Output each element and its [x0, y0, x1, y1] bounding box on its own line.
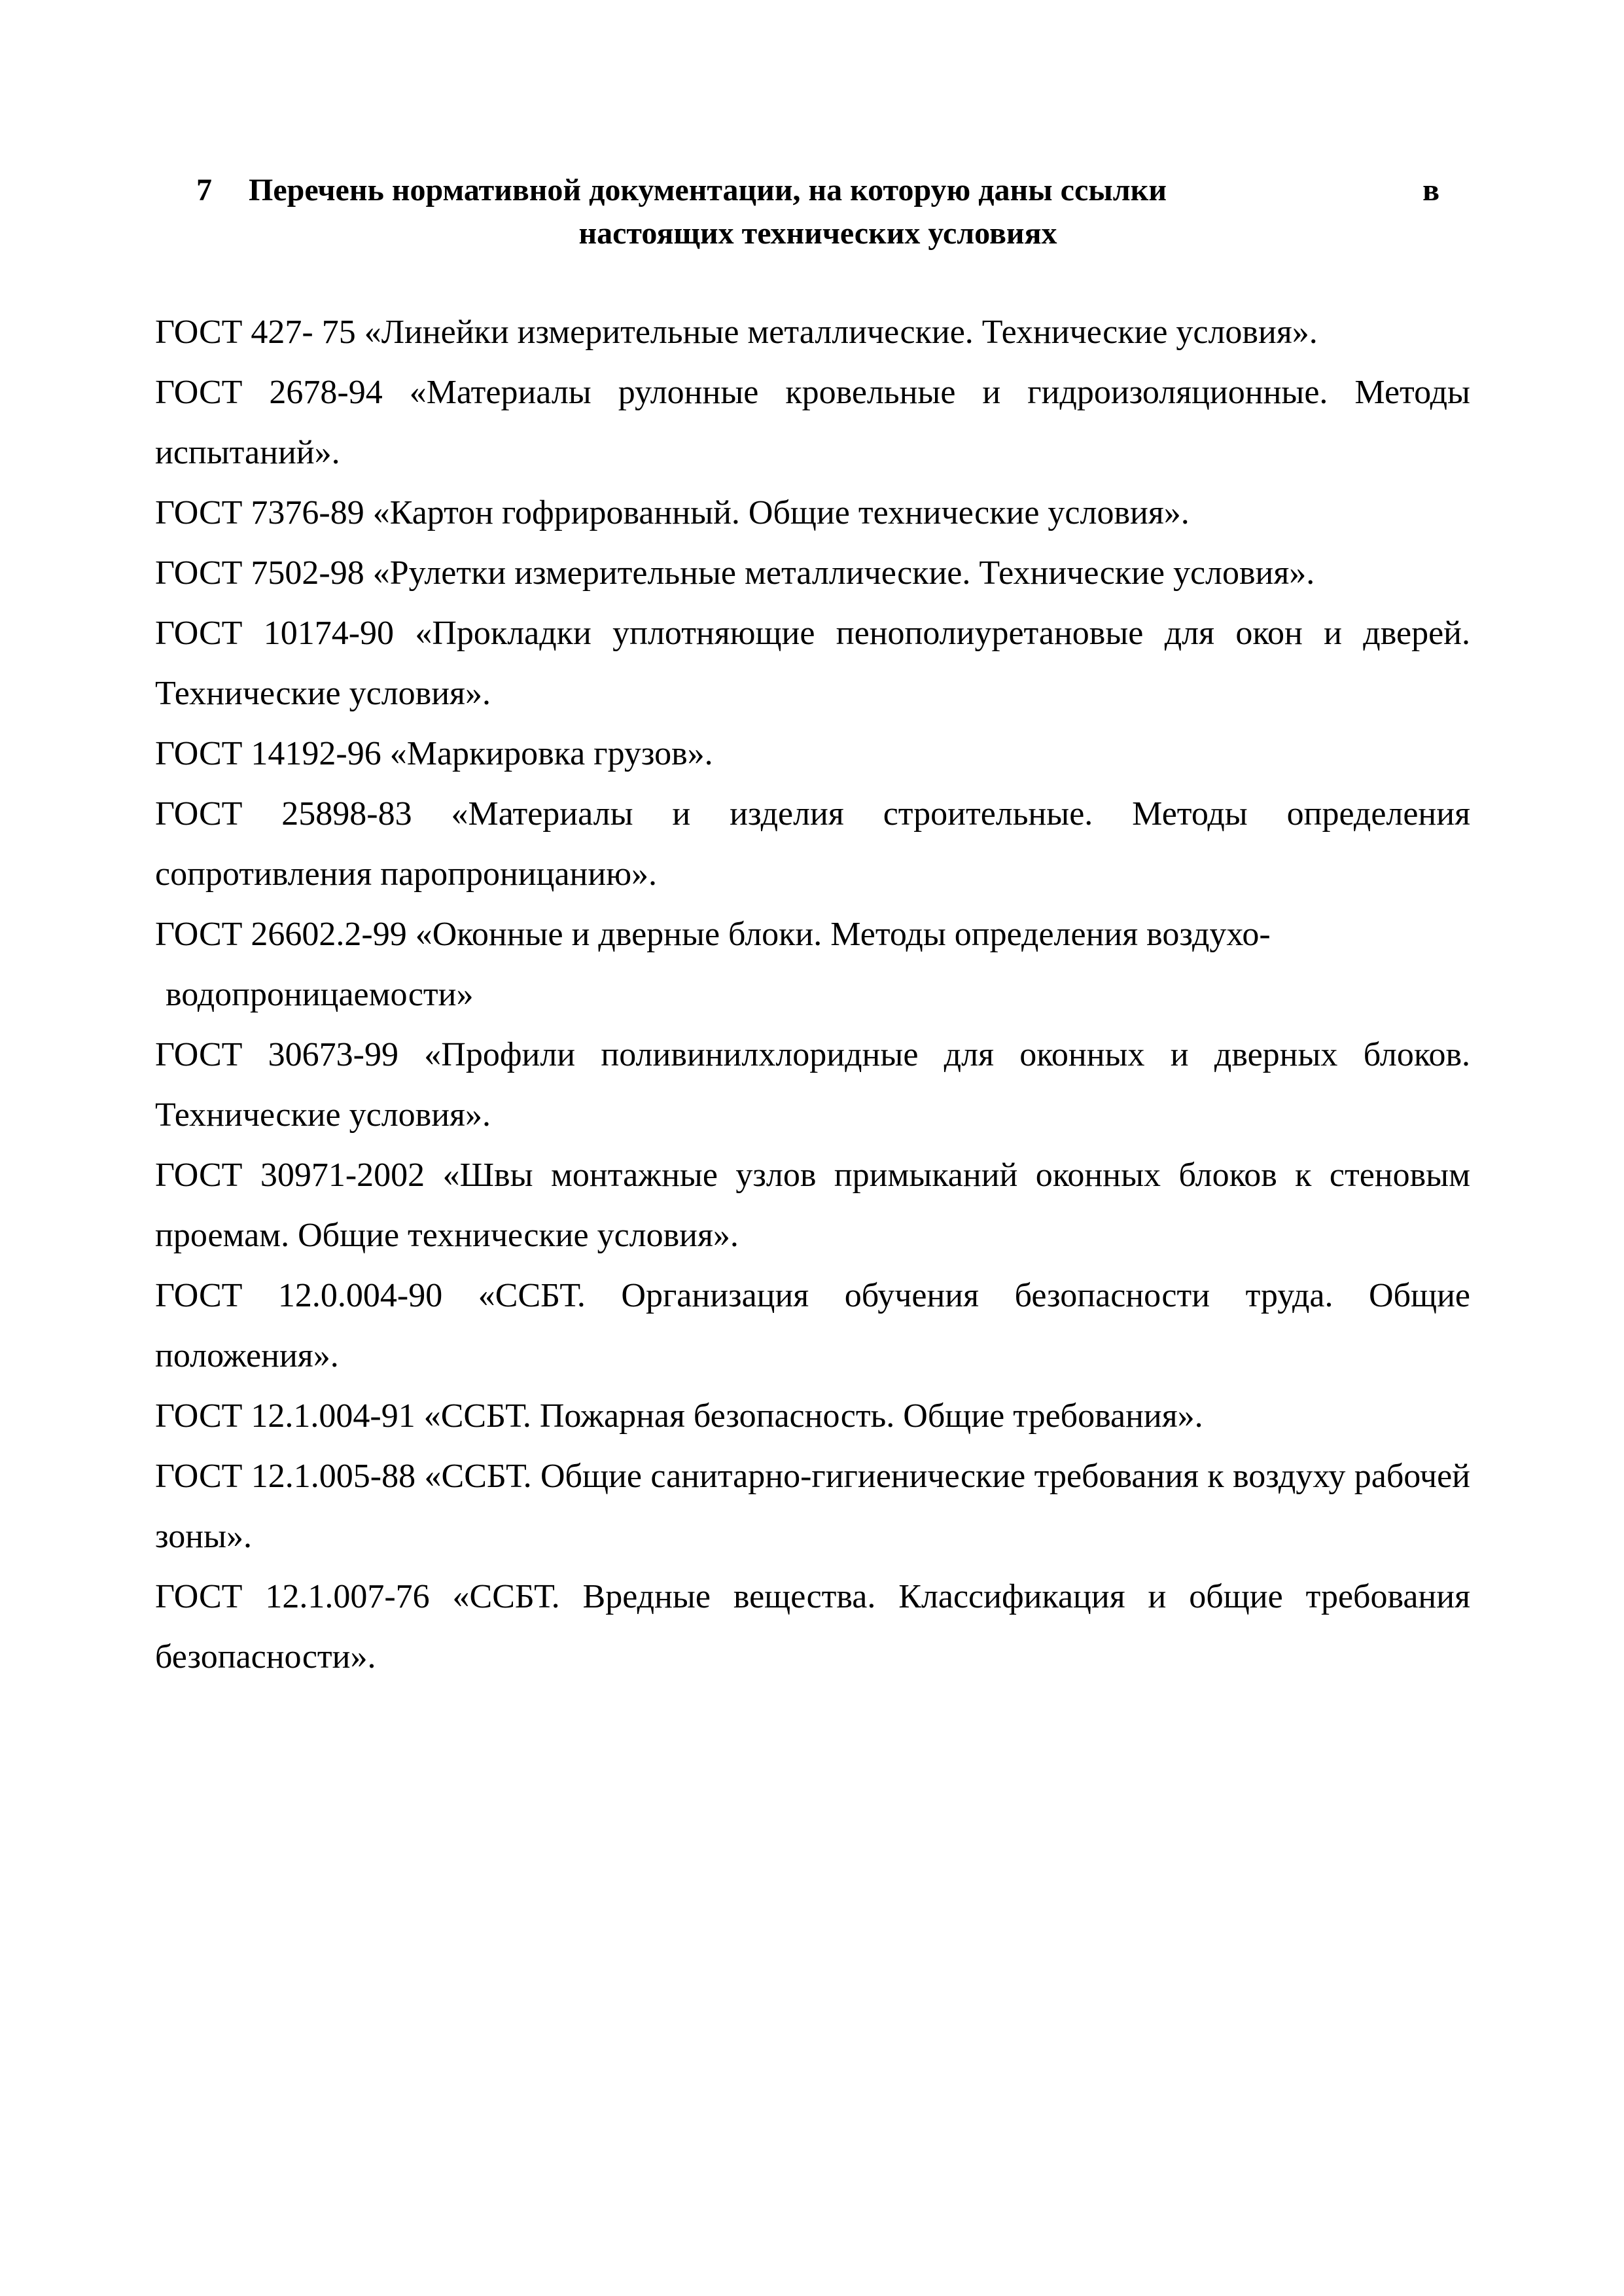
reference-item: ГОСТ 2678-94 «Материалы рулонные кровельные и гидроизоляционные. Методы испытаний».	[155, 374, 1470, 471]
section-heading-line-1	[196, 169, 1439, 212]
reference-item: ГОСТ 12.1.004-91 «ССБТ. Пожарная безопасность. Общие требования».	[155, 1397, 1203, 1435]
reference-list	[155, 302, 1470, 1687]
reference-item-continuation: водопроницаемости»	[166, 976, 474, 1013]
section-heading	[196, 169, 1439, 255]
reference-item: ГОСТ 7376-89 «Картон гофрированный. Общие технические условия».	[155, 494, 1190, 531]
reference-item: ГОСТ 30971-2002 «Швы монтажные узлов примыканий оконных блоков к стеновым проемам. Общие технические условия».	[155, 1157, 1470, 1254]
section-number: 7	[196, 173, 212, 207]
reference-item: ГОСТ 12.1.007-76 «ССБТ. Вредные вещества. Классификация и общие требования безопасности».	[155, 1578, 1470, 1676]
reference-item: ГОСТ 427- 75 «Линейки измерительные металлические. Технические условия».	[155, 314, 1318, 351]
reference-item: ГОСТ 25898-83 «Материалы и изделия строительные. Методы определения сопротивления паропроницанию».	[155, 795, 1470, 893]
reference-item: ГОСТ 7502-98 «Рулетки измерительные металлические. Технические условия».	[155, 554, 1315, 592]
reference-item: ГОСТ 14192-96 «Маркировка грузов».	[155, 735, 713, 772]
reference-item: ГОСТ 26602.2-99 «Оконные и дверные блоки. Методы определения воздухо-	[155, 916, 1271, 953]
reference-item: ГОСТ 12.0.004-90 «ССБТ. Организация обучения безопасности труда. Общие положения».	[155, 1277, 1470, 1374]
section-title-line-1-end: в	[1422, 173, 1439, 207]
reference-item: ГОСТ 30673-99 «Профили поливинилхлоридные для оконных и дверных блоков. Технические условия».	[155, 1036, 1470, 1134]
section-title-line-1: Перечень нормативной документации, на которую даны ссылки	[249, 173, 1167, 207]
section-title-line-2: настоящих технических условиях	[578, 216, 1057, 251]
reference-item: ГОСТ 12.1.005-88 «ССБТ. Общие санитарно-гигиенические требования к воздуху рабочей зоны».	[155, 1458, 1470, 1555]
reference-item: ГОСТ 10174-90 «Прокладки уплотняющие пенополиуретановые для окон и дверей. Технические условия».	[155, 615, 1470, 712]
